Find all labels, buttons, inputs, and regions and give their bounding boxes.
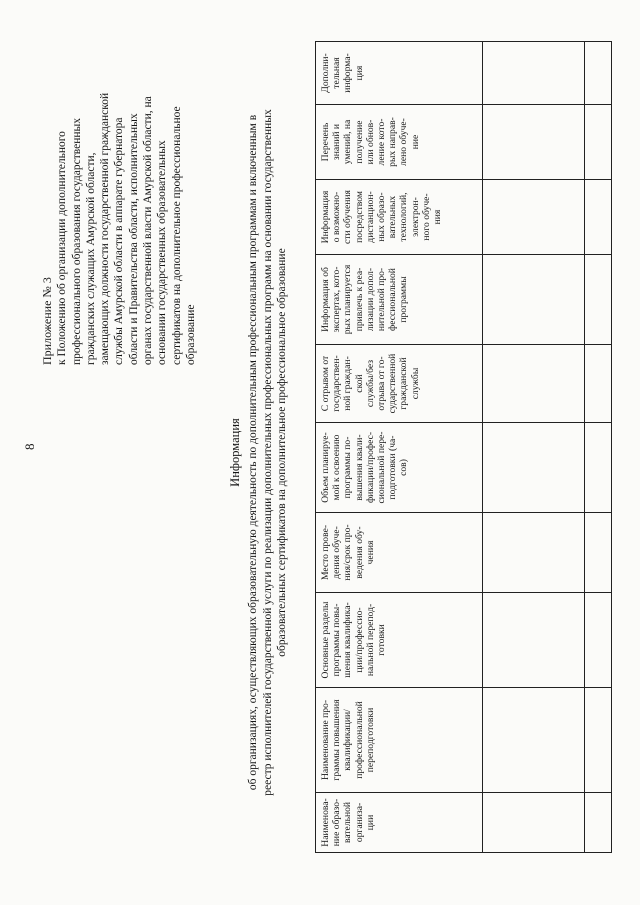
- header-line: ние: [409, 134, 421, 150]
- header-line: дистанцион-: [364, 191, 376, 243]
- header-line: сти обучения: [342, 190, 354, 244]
- header-cell-organization: [316, 793, 483, 853]
- header-cell-program-sections: [316, 593, 483, 688]
- table-cell: [585, 688, 612, 793]
- table-cell: [585, 345, 612, 423]
- table-cell: [585, 513, 612, 593]
- header-line: граммы повышения: [331, 699, 343, 781]
- header-line: ния/срок про-: [342, 524, 354, 581]
- header-line: ных образо-: [376, 192, 388, 242]
- appendix-block: [40, 25, 198, 365]
- header-line: Наименование про-: [320, 699, 331, 781]
- table-cell: [585, 42, 612, 105]
- page-number: 8: [22, 443, 37, 450]
- header-cell-experts: [316, 255, 483, 345]
- header-line: лизации допол-: [364, 267, 376, 332]
- header-line: профессиональной: [353, 701, 365, 779]
- header-line: ции: [364, 814, 376, 831]
- header-cell-program-name: [316, 688, 483, 793]
- header-line: ния: [432, 209, 444, 225]
- header-line: тельная: [331, 57, 343, 89]
- header-line: о возможно-: [331, 191, 343, 243]
- table-cell: [483, 180, 585, 255]
- appendix-line: сертификатов на дополнительное профессиональное: [170, 106, 183, 365]
- header-line: информа-: [342, 53, 354, 93]
- appendix-title: Приложение № 3: [40, 277, 54, 365]
- table-cell: [585, 593, 612, 688]
- header-line: Место прове-: [320, 524, 331, 581]
- header-line: организа-: [353, 802, 365, 843]
- header-cell-place-duration: [316, 513, 483, 593]
- header-line: готовки: [376, 624, 388, 656]
- table-cell: [483, 255, 585, 345]
- header-line: программы по-: [342, 436, 354, 499]
- header-line: вышения квали-: [353, 434, 365, 501]
- header-line: ской: [353, 374, 365, 393]
- header-line: Дополни-: [320, 53, 331, 93]
- appendix-line: основании государственных образовательных: [156, 140, 169, 365]
- header-line: привлечь к реа-: [353, 267, 365, 332]
- header-line: экспертах, кото-: [331, 266, 343, 333]
- header-line: Основные разделы: [320, 601, 331, 679]
- document-subtitle: [246, 0, 290, 905]
- header-line: знаний и: [331, 123, 343, 161]
- appendix-line: образование: [184, 304, 197, 365]
- header-line: нальной перепод-: [364, 603, 376, 677]
- header-line: ция: [353, 65, 365, 81]
- subtitle-line: реестр исполнителей государственной услуги по реализации дополнительных профессиональных программ на основании государственных: [261, 109, 274, 796]
- header-line: Информация: [320, 190, 331, 244]
- appendix-line: гражданских служащих Амурской области,: [84, 152, 97, 365]
- header-line: фикации/профес-: [364, 431, 376, 504]
- organizations-table: [315, 41, 612, 853]
- table-cell: [483, 513, 585, 593]
- header-line: ведения обу-: [353, 526, 365, 579]
- table-header-row: [316, 42, 483, 853]
- table-cell: [483, 42, 585, 105]
- table-cell: [483, 688, 585, 793]
- header-line: гражданской: [398, 357, 410, 410]
- header-line: сов): [398, 459, 410, 476]
- header-line: лено обуче-: [398, 118, 410, 166]
- table-cell: [483, 105, 585, 180]
- header-line: технологий,: [398, 192, 410, 242]
- header-line: программы повы-: [331, 603, 343, 677]
- header-line: ного обуче-: [420, 193, 432, 241]
- subtitle-line: образовательных сертификатов на дополнительное профессиональное образование: [276, 248, 288, 657]
- subtitle-line: об организациях, осуществляющих образовательную деятельность по дополнительным профессиональным программам и включенным в: [247, 114, 259, 791]
- header-line: фессиональной: [387, 268, 399, 331]
- document-title: Информация: [228, 418, 242, 487]
- header-cell-knowledge-skills: [316, 105, 483, 180]
- table-cell: [585, 423, 612, 513]
- header-line: Объем планируе-: [320, 432, 331, 503]
- header-cell-study-mode: [316, 345, 483, 423]
- appendix-line: профессионального образования государственных: [70, 118, 83, 365]
- table-row: [585, 42, 612, 853]
- header-line: получение: [353, 120, 365, 164]
- header-line: ной граждан-: [342, 356, 354, 411]
- header-line: вательной: [342, 801, 354, 844]
- header-line: С отрывом от: [320, 355, 331, 412]
- appendix-line: органах государственной власти Амурской области, на: [142, 96, 155, 365]
- header-line: ции/профессио-: [353, 607, 365, 673]
- header-line: Перечень: [320, 122, 331, 162]
- appendix-line: службы Амурской области в аппарате губернатора: [113, 117, 126, 365]
- header-line: чения: [364, 540, 376, 565]
- table-cell: [483, 423, 585, 513]
- header-line: ление кото-: [376, 118, 388, 166]
- header-cell-program-volume: [316, 423, 483, 513]
- header-line: рых направ-: [387, 117, 399, 167]
- table-cell: [483, 593, 585, 688]
- header-line: переподготовки: [364, 707, 376, 773]
- table-cell: [483, 345, 585, 423]
- header-line: подготовки (ча-: [387, 435, 399, 500]
- header-line: службы: [409, 367, 421, 400]
- header-line: программы: [398, 276, 410, 323]
- header-line: службы/без: [364, 359, 376, 408]
- header-line: ние образо-: [331, 798, 343, 847]
- appendix-line: замещающих должности государственной гражданской: [99, 92, 112, 365]
- header-cell-additional-info: [316, 42, 483, 105]
- header-line: дения обуче-: [331, 526, 343, 579]
- appendix-line: к Положению об организации дополнительного: [56, 131, 69, 365]
- header-line: квалификации/: [342, 709, 354, 771]
- header-line: нительной про-: [376, 267, 388, 332]
- table-cell: [483, 793, 585, 853]
- header-line: вательных: [387, 195, 399, 239]
- header-line: Информация об: [320, 267, 331, 332]
- table-cell: [585, 180, 612, 255]
- table-cell: [585, 793, 612, 853]
- header-line: умений, на: [342, 119, 354, 165]
- header-line: сударственной: [387, 353, 399, 414]
- header-line: шения квалифика-: [342, 602, 354, 678]
- header-line: сиональной пере-: [376, 431, 388, 504]
- header-line: государствен-: [331, 355, 343, 412]
- table-cell: [585, 255, 612, 345]
- header-line: рых планируется: [342, 264, 354, 335]
- header-line: отрыва от го-: [376, 356, 388, 411]
- table-cell: [585, 105, 612, 180]
- header-line: посредством: [353, 191, 365, 243]
- header-line: электрон-: [409, 197, 421, 237]
- header-line: или обнов-: [364, 119, 376, 165]
- header-line: мой к освоению: [331, 434, 343, 501]
- appendix-line: области и Правительства области, исполнительных: [127, 113, 140, 365]
- header-line: Наименова-: [320, 798, 331, 847]
- table-row: [483, 42, 585, 853]
- header-cell-distance-learning: [316, 180, 483, 255]
